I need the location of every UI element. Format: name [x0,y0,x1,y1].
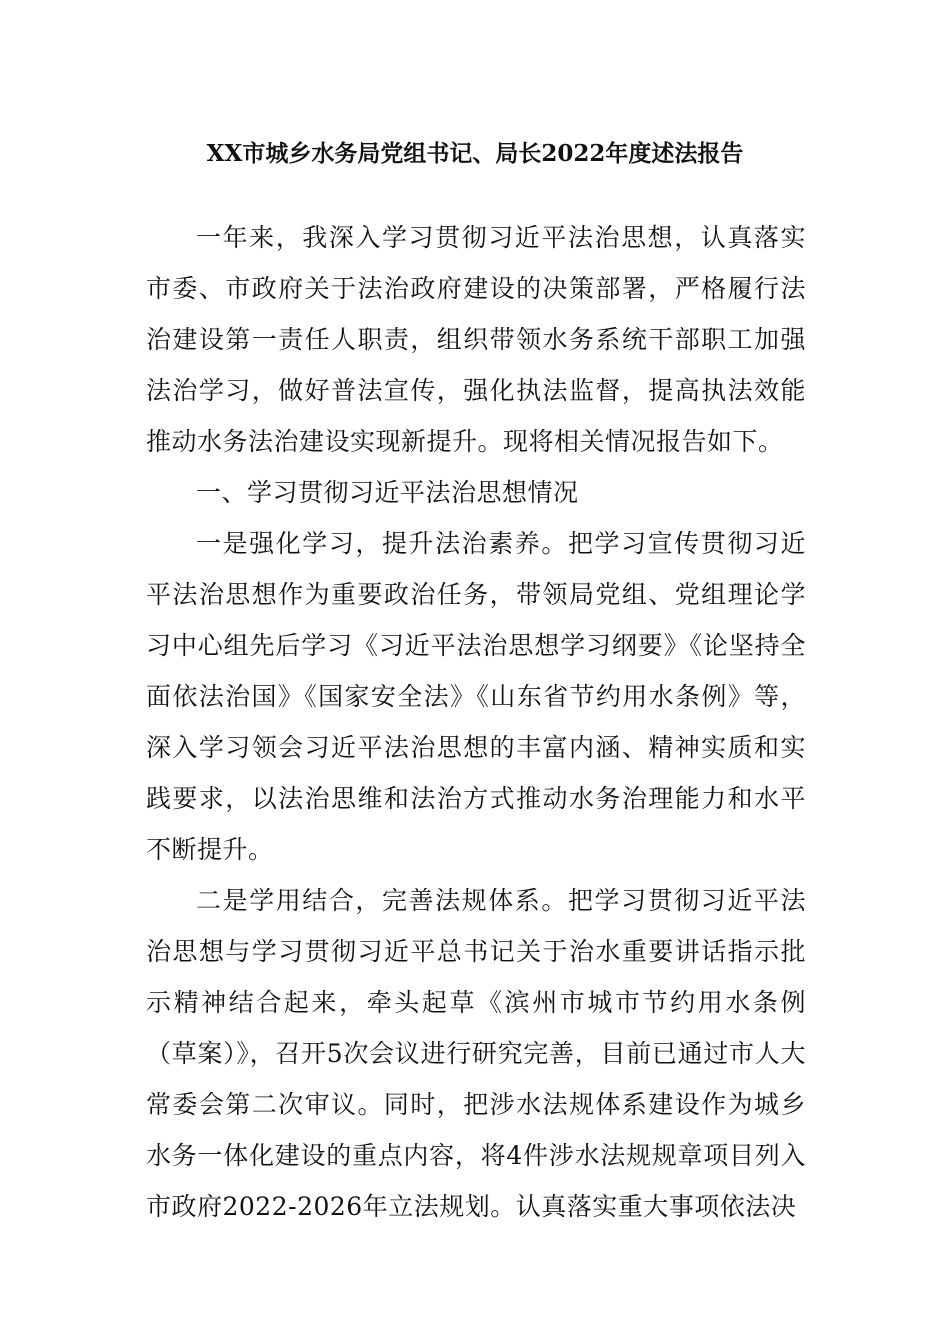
section-heading-1: 一、学习贯彻习近平法治思想情况 [196,478,579,507]
document-title: XX市城乡水务局党组书记、局长2022年度述法报告 [206,140,744,167]
document-body [146,212,806,1232]
paragraph-study: 一是强化学习，提升法治素养。把学习宣传贯彻习近平法治思想作为重要政治任务，带领局党组、党组理论学习中心组先后学习《习近平法治思想学习纲要》《论坚持全面依法治国》《国家安全法》《山东省节约用水条例》等，深入学习领会习近平法治思想的丰富内涵、精神实质和实践要求，以法治思维和法治方式推动水务治理能力和水平不断提升。 [146,529,806,864]
paragraph-intro: 一年来，我深入学习贯彻习近平法治思想，认真落实市委、市政府关于法治政府建设的决策部署，严格履行法治建设第一责任人职责，组织带领水务系统干部职工加强法治学习，做好普法宣传，强化执法监督，提高执法效能推动水务法治建设实现新提升。现将相关情况报告如下。 [146,223,806,456]
paragraph-legislation: 二是学用结合，完善法规体系。把学习贯彻习近平法治思想与学习贯彻习近平总书记关于治水重要讲话指示批示精神结合起来，牵头起草《滨州市城市节约用水条例（草案）》，召开5次会议进行研究完善，目前已通过市人大常委会第二次审议。同时，把涉水法规体系建设作为城乡水务一体化建设的重点内容，将4件涉水法规规章项目列入市政府2022-2026年立法规划。认真落实重大事项依法决 [146,886,806,1221]
